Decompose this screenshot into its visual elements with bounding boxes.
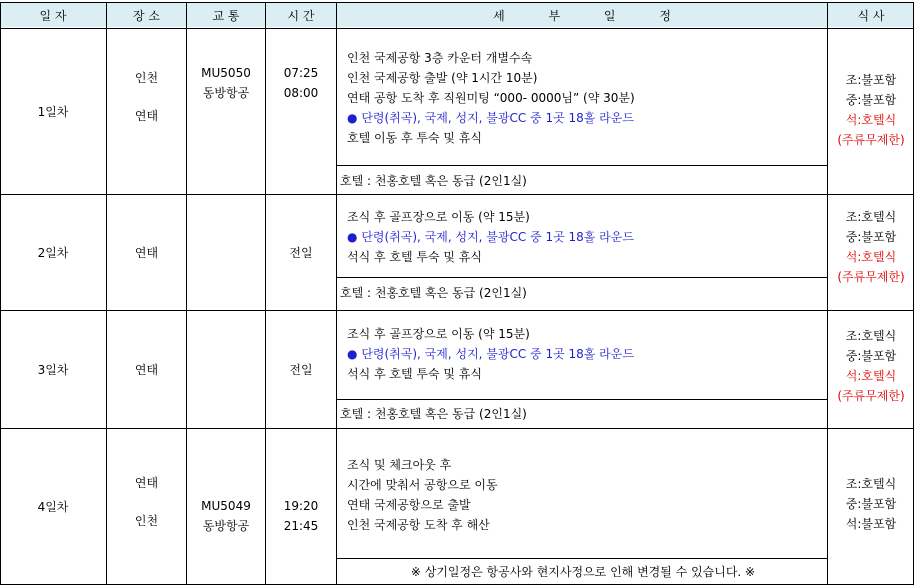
detail-line: 호텔 이동 후 투숙 및 휴식 bbox=[347, 131, 482, 145]
header-day: 일 자 bbox=[0, 3, 106, 27]
meal-text: 석:불포함 bbox=[845, 517, 897, 531]
detail-line: 시간에 맞춰서 공항으로 이동 bbox=[347, 478, 498, 492]
detail-line: 조식 후 골프장으로 이동 (약 15분) bbox=[347, 210, 530, 224]
meal-text: 중:불포함 bbox=[845, 93, 897, 107]
place-text: 연태 bbox=[134, 476, 159, 490]
schedule-change-note: ※ 상기일정은 항공사와 현지사정으로 인해 변경될 수 있습니다. ※ bbox=[410, 565, 756, 579]
detail-line: 연태 국제공항으로 출발 bbox=[347, 498, 471, 512]
meal-text: 중:불포함 bbox=[845, 230, 897, 244]
time-cell bbox=[266, 311, 336, 428]
detail-list bbox=[347, 324, 634, 384]
header-transport: 교 통 bbox=[187, 3, 265, 27]
meal-cell bbox=[828, 474, 914, 534]
hotel-info: 호텔 : 천홍호텔 혹은 동급 (2인1실) bbox=[340, 286, 527, 300]
header-time: 시 간 bbox=[266, 3, 336, 27]
hotel-info: 호텔 : 천홍호텔 혹은 동급 (2인1실) bbox=[340, 174, 527, 188]
detail-line: 인천 국제공항 도착 후 해산 bbox=[347, 518, 490, 532]
detail-line: 석식 후 호텔 투숙 및 휴식 bbox=[347, 250, 482, 264]
place-cell bbox=[107, 72, 186, 122]
meal-text: 석:호텔식 bbox=[845, 250, 897, 264]
detail-line: 조식 후 골프장으로 이동 (약 15분) bbox=[347, 327, 530, 341]
day-label: 2일차 bbox=[37, 245, 69, 260]
time-cell bbox=[266, 496, 336, 536]
detail-line: 인천 국제공항 출발 (약 1시간 10분) bbox=[347, 71, 538, 85]
meal-cell bbox=[828, 70, 914, 150]
detail-line: 연태 공항 도착 후 직원미팅 “000- 0000님” (약 30분) bbox=[347, 91, 635, 105]
place-cell bbox=[107, 477, 186, 527]
place-text: 연태 bbox=[134, 109, 159, 123]
meal-note: (주류무제한) bbox=[837, 389, 905, 403]
meal-text: 중:불포함 bbox=[845, 349, 897, 363]
detail-list bbox=[347, 48, 635, 148]
time-text: 07:25 bbox=[283, 66, 319, 80]
bullet-icon: ● bbox=[347, 230, 358, 244]
bullet-icon: ● bbox=[347, 111, 358, 125]
header-place: 장 소 bbox=[107, 3, 186, 27]
place-cell bbox=[107, 195, 186, 310]
meal-text: 중:불포함 bbox=[845, 497, 897, 511]
time-text: 21:45 bbox=[283, 519, 319, 533]
airline: 동방항공 bbox=[202, 519, 250, 533]
header-detail: 세 부 일 정 bbox=[337, 3, 827, 27]
time-text: 19:20 bbox=[283, 499, 319, 513]
place-text: 연태 bbox=[134, 362, 159, 377]
detail-line: ● 단령(취곡), 국제, 성지, 불광CC 중 1곳 18홀 라운드 bbox=[347, 347, 634, 361]
transport-cell bbox=[187, 496, 265, 536]
meal-note: (주류무제한) bbox=[837, 270, 905, 284]
time-text: 08:00 bbox=[283, 86, 319, 100]
place-text: 인천 bbox=[134, 71, 159, 85]
detail-line: 조식 및 체크아웃 후 bbox=[347, 458, 452, 472]
meal-cell bbox=[828, 207, 914, 287]
transport-cell bbox=[187, 63, 265, 103]
detail-line: 석식 후 호텔 투숙 및 휴식 bbox=[347, 367, 482, 381]
place-cell bbox=[107, 311, 186, 428]
flight-number: MU5049 bbox=[201, 499, 251, 513]
meal-note: (주류무제한) bbox=[837, 133, 905, 147]
day-label: 3일차 bbox=[37, 362, 69, 377]
time-text: 전일 bbox=[289, 362, 313, 377]
meal-text: 조:불포함 bbox=[845, 73, 897, 87]
day-label: 4일차 bbox=[37, 499, 69, 514]
place-text: 연태 bbox=[134, 245, 159, 260]
airline: 동방항공 bbox=[202, 86, 250, 100]
place-text: 인천 bbox=[134, 514, 159, 528]
detail-line: ● 단령(취곡), 국제, 성지, 불광CC 중 1곳 18홀 라운드 bbox=[347, 111, 634, 125]
meal-text: 조:호텔식 bbox=[845, 477, 897, 491]
bullet-icon: ● bbox=[347, 347, 358, 361]
header-meal: 식 사 bbox=[828, 3, 914, 27]
detail-list bbox=[347, 455, 498, 535]
detail-line: ● 단령(취곡), 국제, 성지, 불광CC 중 1곳 18홀 라운드 bbox=[347, 230, 634, 244]
detail-line: 인천 국제공항 3층 카운터 개별수속 bbox=[347, 51, 533, 65]
meal-text: 조:호텔식 bbox=[845, 210, 897, 224]
meal-cell bbox=[828, 326, 914, 406]
time-cell bbox=[266, 195, 336, 310]
time-cell bbox=[266, 63, 336, 103]
meal-text: 석:호텔식 bbox=[845, 369, 897, 383]
day-label: 1일차 bbox=[37, 104, 69, 119]
meal-text: 석:호텔식 bbox=[845, 113, 897, 127]
detail-list bbox=[347, 207, 634, 267]
flight-number: MU5050 bbox=[201, 66, 251, 80]
meal-text: 조:호텔식 bbox=[845, 329, 897, 343]
hotel-info: 호텔 : 천홍호텔 혹은 동급 (2인1실) bbox=[340, 407, 527, 421]
time-text: 전일 bbox=[289, 245, 313, 260]
